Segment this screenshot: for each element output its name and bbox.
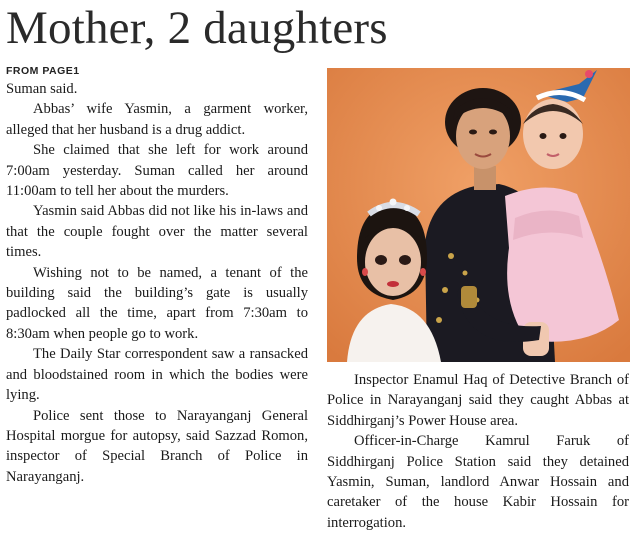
- photo-illustration: [327, 68, 630, 362]
- paragraph: Officer-in-Charge Kamrul Faruk of Siddhirganj Police Station said they detained Yasmin, Suman, landlord Anwar Hossain and caretaker of the house Kabir Hossain for interrogation.: [327, 433, 629, 531]
- paragraph: Police sent those to Narayanganj General Hospital morgue for autopsy, said Sazzad Romon, inspector of Special Branch of Police in Narayanganj.: [6, 407, 308, 485]
- paragraph: Wishing not to be named, a tenant of the building said the building’s gate is usually padlocked all the time, apart from 7:30am to 8:30am when people go to work.: [6, 264, 308, 342]
- article-column-left: [6, 65, 308, 487]
- family-photo: [327, 68, 630, 362]
- paragraph: Abbas’ wife Yasmin, a garment worker, alleged that her husband is a drug addict.: [6, 101, 308, 138]
- continuation-kicker: FROM PAGE1: [6, 65, 80, 77]
- article-column-right: [327, 370, 629, 533]
- paragraph: Yasmin said Abbas did not like his in-laws and that the couple fought over the matter several times.: [6, 203, 308, 261]
- headline: Mother, 2 daughters: [6, 2, 388, 54]
- paragraph: The Daily Star correspondent saw a ransacked and bloodstained room in which the bodies were lying.: [6, 346, 308, 404]
- paragraph: She claimed that she left for work around 7:00am yesterday. Suman called her around 11:00am to tell her about the murders.: [6, 142, 308, 200]
- paragraph: Suman said.: [6, 81, 78, 97]
- paragraph: Inspector Enamul Haq of Detective Branch of Police in Narayanganj said they caught Abbas at Siddhirganj’s Power House area.: [327, 372, 629, 429]
